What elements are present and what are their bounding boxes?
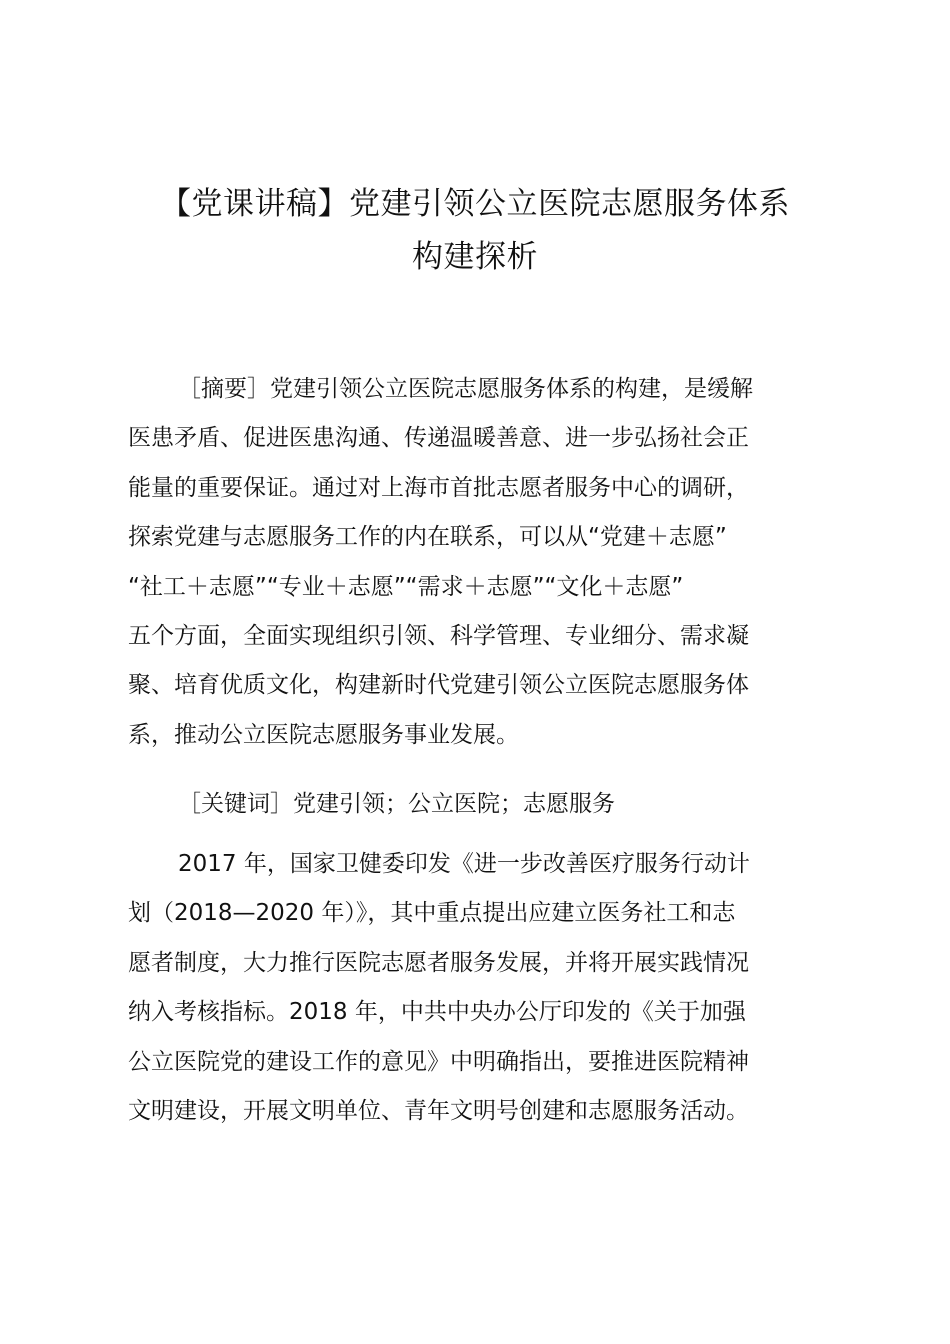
abstract-line: 医患矛盾、促进医患沟通、传递温暖善意、进一步弘扬社会正 bbox=[128, 425, 749, 452]
abstract-line: 系，推动公立医院志愿服务事业发展。 bbox=[128, 721, 519, 748]
abstract-line: ［摘要］党建引领公立医院志愿服务体系的构建，是缓解 bbox=[178, 376, 753, 402]
abstract-line: “社工＋志愿”“专业＋志愿”“需求＋志愿”“文化＋志愿” bbox=[128, 573, 684, 600]
body-line: 文明建设，开展文明单位、青年文明号创建和志愿服务活动。 bbox=[128, 1098, 749, 1125]
body-line: 划（2018—2020 年）》，其中重点提出应建立医务社工和志 bbox=[128, 900, 736, 927]
keywords-line: ［关键词］党建引领；公立医院；志愿服务 bbox=[178, 791, 615, 817]
abstract-line: 探索党建与志愿服务工作的内在联系，可以从“党建＋志愿” bbox=[128, 524, 727, 551]
body-line: 纳入考核指标。2018 年，中共中央办公厅印发的《关于加强 bbox=[128, 999, 746, 1026]
abstract-line: 能量的重要保证。通过对上海市首批志愿者服务中心的调研， bbox=[128, 474, 749, 501]
body-line: 愿者制度，大力推行医院志愿者服务发展，并将开展实践情况 bbox=[128, 949, 749, 976]
document-title-line-1: 【党课讲稿】党建引领公立医院志愿服务体系 bbox=[160, 186, 790, 222]
document-title-line-2: 构建探析 bbox=[412, 239, 538, 275]
body-line: 2017 年，国家卫健委印发《进一步改善医疗服务行动计 bbox=[178, 851, 750, 877]
keywords-paragraph bbox=[128, 780, 832, 829]
abstract-line: 五个方面，全面实现组织引领、科学管理、专业细分、需求凝 bbox=[128, 623, 749, 650]
body-line: 公立医院党的建设工作的意见》中明确指出，要推进医院精神 bbox=[128, 1048, 749, 1075]
abstract-line: 聚、培育优质文化，构建新时代党建引领公立医院志愿服务体 bbox=[128, 672, 749, 699]
body-paragraph bbox=[128, 840, 832, 1136]
abstract-paragraph bbox=[128, 365, 832, 760]
